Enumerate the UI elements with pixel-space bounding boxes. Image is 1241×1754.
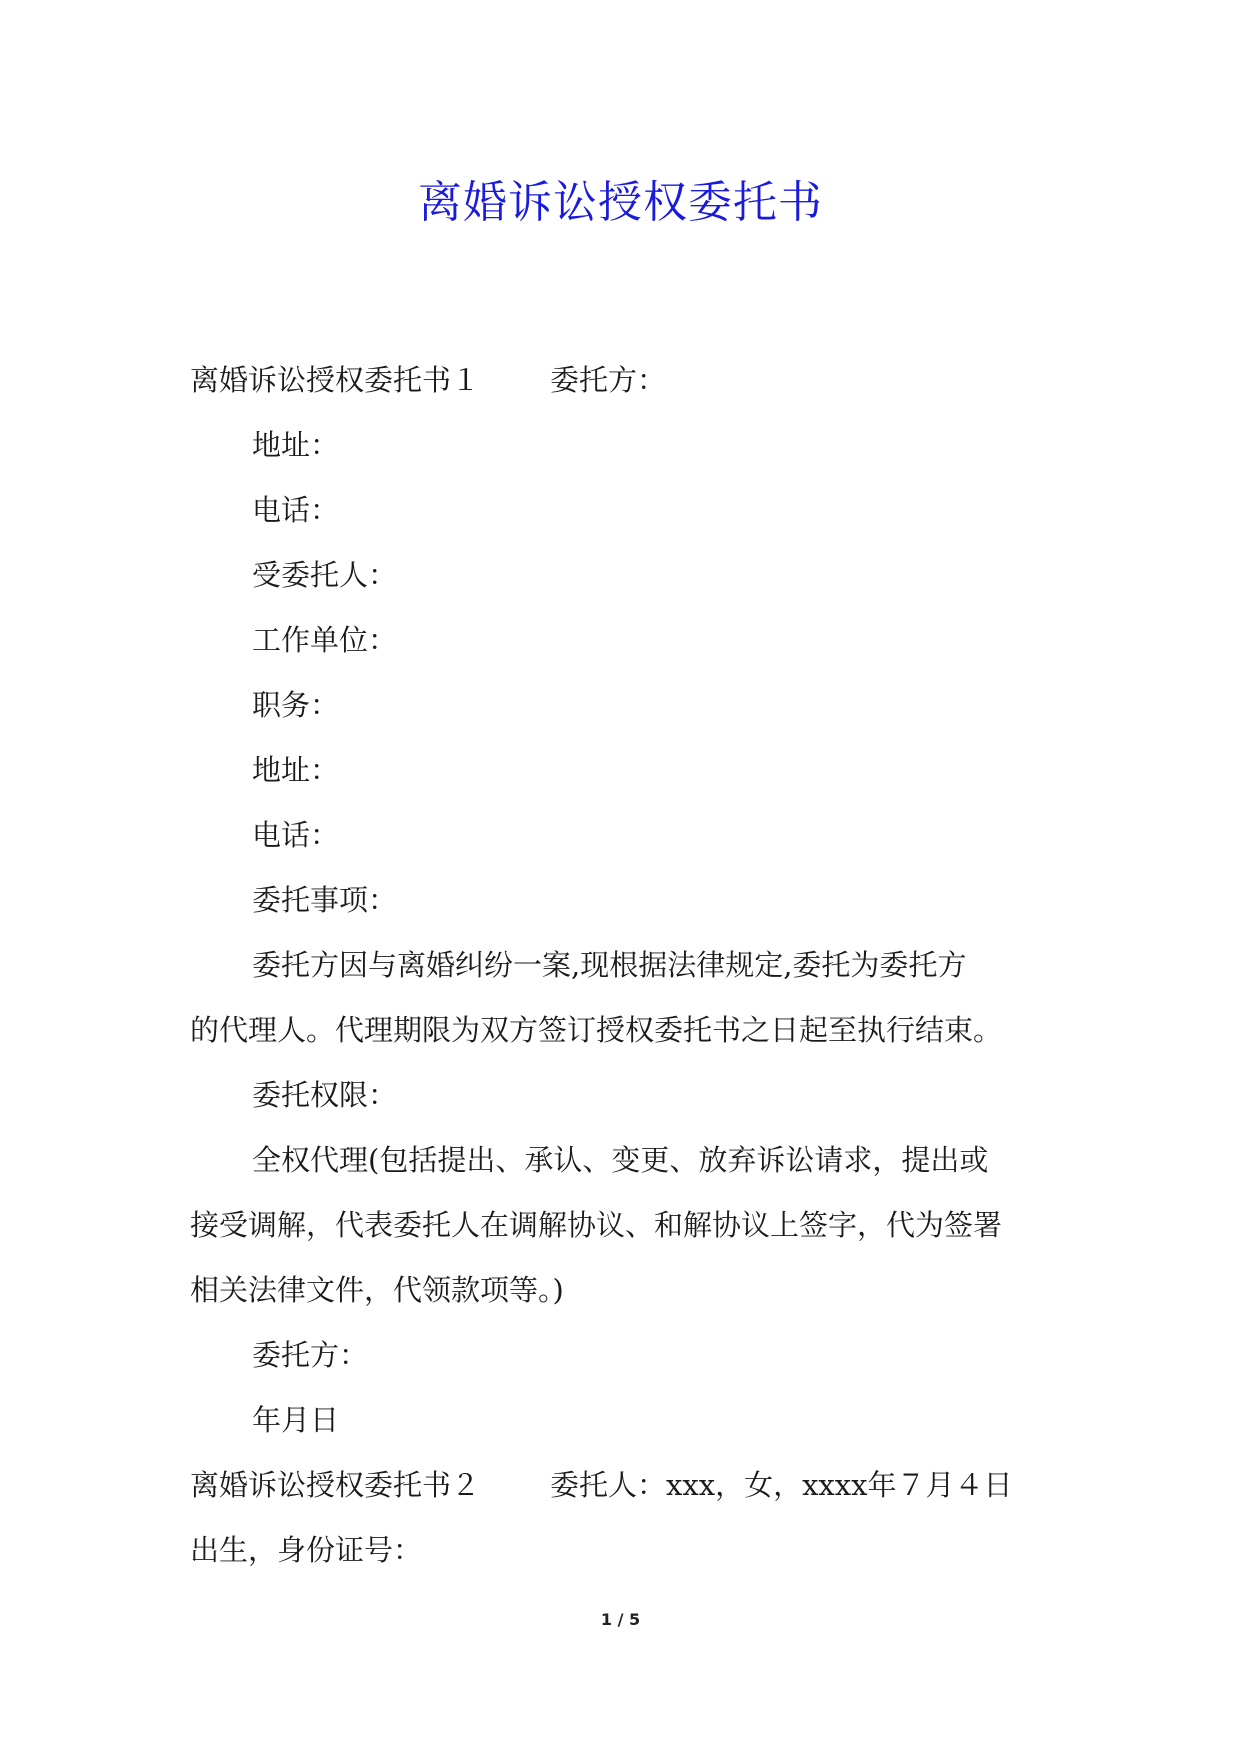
section-1-heading-line [190, 348, 1060, 413]
paragraph-line: 电话： [252, 493, 340, 527]
paragraph-line: 出生，身份证号： [190, 1533, 423, 1567]
document-title: 离婚诉讼授权委托书 [418, 177, 823, 229]
paragraph-line: 受委托人： [252, 558, 398, 592]
paragraph-line: 委托方： [252, 1338, 369, 1372]
paragraph-line: 地址： [252, 428, 340, 462]
paragraph-line: 职务： [252, 688, 340, 722]
paragraph-line: 地址： [252, 753, 340, 787]
paragraph-line: 委托方因与离婚纠纷一案,现根据法律规定,委托为委托方 [252, 948, 967, 982]
paragraph-line: 的代理人。代理期限为双方签订授权委托书之日起至执行结束。 [190, 1013, 1003, 1047]
paragraph-line: 工作单位： [252, 623, 398, 657]
section-2-heading-line [190, 1453, 1060, 1518]
paragraph-line: 全权代理(包括提出、承认、变更、放弃诉讼请求，提出或 [252, 1143, 989, 1177]
paragraph-line: 电话： [252, 818, 340, 852]
section-2-heading: 离婚诉讼授权委托书２ [190, 1468, 481, 1502]
paragraph-line: 委托事项： [252, 883, 398, 917]
document-body [190, 348, 1060, 1583]
delegator-info: 委托人：xxx，女，xxxx年７月４日 [550, 1468, 1013, 1502]
delegator-label: 委托方： [550, 363, 667, 397]
paragraph-line: 委托权限： [252, 1078, 398, 1112]
page-number: 1 / 5 [600, 1610, 641, 1629]
paragraph-line: 相关法律文件，代领款项等。) [190, 1273, 564, 1307]
section-1-heading: 离婚诉讼授权委托书１ [190, 363, 481, 397]
paragraph-line: 接受调解，代表委托人在调解协议、和解协议上签字，代为签署 [190, 1208, 1003, 1242]
paragraph-line: 年月日 [252, 1403, 340, 1437]
